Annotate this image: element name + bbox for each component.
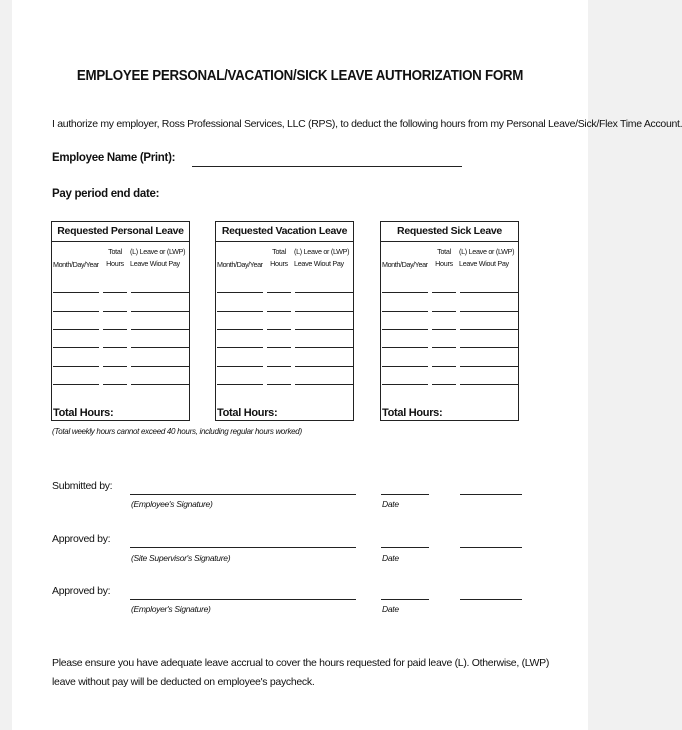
personal-leave-table bbox=[51, 221, 190, 421]
column-date-header: Month/Day/Year bbox=[217, 260, 263, 269]
total-hours-label: Total Hours: bbox=[217, 407, 278, 419]
submitted-by-label: Submitted by: bbox=[52, 480, 113, 492]
hours-entry-line[interactable] bbox=[267, 329, 291, 330]
date-entry-line[interactable] bbox=[53, 347, 99, 348]
date-caption: Date bbox=[382, 604, 399, 614]
date-caption: Date bbox=[382, 553, 399, 563]
form-page bbox=[12, 0, 682, 730]
hours-entry-line[interactable] bbox=[267, 292, 291, 293]
employee-name-label: Employee Name (Print): bbox=[52, 152, 176, 164]
type-entry-line[interactable] bbox=[460, 366, 518, 367]
date-entry-line[interactable] bbox=[53, 366, 99, 367]
type-entry-line[interactable] bbox=[295, 347, 353, 348]
column-leave-type-header: (L) Leave or (LWP) Leave Wiout Pay bbox=[459, 247, 515, 268]
type-entry-line[interactable] bbox=[460, 347, 518, 348]
hours-entry-line[interactable] bbox=[267, 384, 291, 385]
submitted-date-line[interactable] bbox=[381, 494, 429, 495]
employer-extra-line[interactable] bbox=[460, 599, 522, 600]
approved-by-label: Approved by: bbox=[52, 533, 111, 545]
type-entry-line[interactable] bbox=[460, 329, 518, 330]
type-entry-line[interactable] bbox=[131, 292, 189, 293]
date-entry-line[interactable] bbox=[53, 292, 99, 293]
vacation-leave-table bbox=[215, 221, 354, 421]
hours-entry-line[interactable] bbox=[103, 347, 127, 348]
date-entry-line[interactable] bbox=[382, 329, 428, 330]
type-entry-line[interactable] bbox=[131, 384, 189, 385]
date-entry-line[interactable] bbox=[382, 347, 428, 348]
employer-signature-caption: (Employer's Signature) bbox=[131, 604, 211, 614]
hours-entry-line[interactable] bbox=[103, 292, 127, 293]
weekly-hours-note: (Total weekly hours cannot exceed 40 hours, including regular hours worked) bbox=[52, 427, 302, 436]
hours-entry-line[interactable] bbox=[103, 384, 127, 385]
table-header: Requested Personal Leave bbox=[52, 222, 189, 242]
employee-signature-caption: (Employee's Signature) bbox=[131, 499, 213, 509]
total-hours-label: Total Hours: bbox=[53, 407, 114, 419]
date-entry-line[interactable] bbox=[382, 292, 428, 293]
date-entry-line[interactable] bbox=[217, 311, 263, 312]
hours-entry-line[interactable] bbox=[267, 311, 291, 312]
submitted-extra-line[interactable] bbox=[460, 494, 522, 495]
column-date-header: Month/Day/Year bbox=[382, 260, 428, 269]
supervisor-extra-line[interactable] bbox=[460, 547, 522, 548]
date-entry-line[interactable] bbox=[217, 384, 263, 385]
supervisor-date-line[interactable] bbox=[381, 547, 429, 548]
hours-entry-line[interactable] bbox=[103, 329, 127, 330]
date-entry-line[interactable] bbox=[382, 311, 428, 312]
employer-signature-line[interactable] bbox=[130, 599, 356, 600]
approved-by-label: Approved by: bbox=[52, 585, 111, 597]
type-entry-line[interactable] bbox=[295, 366, 353, 367]
employer-date-line[interactable] bbox=[381, 599, 429, 600]
column-hours-header: Total Hours bbox=[106, 247, 124, 268]
column-hours-header: Total Hours bbox=[435, 247, 453, 268]
date-entry-line[interactable] bbox=[217, 366, 263, 367]
date-entry-line[interactable] bbox=[217, 347, 263, 348]
type-entry-line[interactable] bbox=[295, 329, 353, 330]
date-entry-line[interactable] bbox=[53, 311, 99, 312]
date-entry-line[interactable] bbox=[217, 292, 263, 293]
column-leave-type-header: (L) Leave or (LWP) Leave Wiout Pay bbox=[130, 247, 186, 268]
date-caption: Date bbox=[382, 499, 399, 509]
type-entry-line[interactable] bbox=[131, 366, 189, 367]
date-entry-line[interactable] bbox=[53, 329, 99, 330]
type-entry-line[interactable] bbox=[131, 347, 189, 348]
date-entry-line[interactable] bbox=[382, 384, 428, 385]
hours-entry-line[interactable] bbox=[432, 384, 456, 385]
column-leave-type-header: (L) Leave or (LWP) Leave Wiout Pay bbox=[294, 247, 350, 268]
hours-entry-line[interactable] bbox=[267, 347, 291, 348]
authorization-statement: I authorize my employer, Ross Professional Services, LLC (RPS), to deduct the following hours from my Personal Leave/Sick/Flex Time Account. bbox=[52, 118, 682, 130]
type-entry-line[interactable] bbox=[131, 311, 189, 312]
leave-accrual-notice: Please ensure you have adequate leave accrual to cover the hours requested for paid leave (L). Otherwise, (LWP) leave without pay will be deducted on employee's paycheck. bbox=[52, 657, 550, 688]
hours-entry-line[interactable] bbox=[267, 366, 291, 367]
hours-entry-line[interactable] bbox=[432, 311, 456, 312]
employee-signature-line[interactable] bbox=[130, 494, 356, 495]
form-title: EMPLOYEE PERSONAL/VACATION/SICK LEAVE AUTHORIZATION FORM bbox=[76, 68, 524, 84]
type-entry-line[interactable] bbox=[460, 311, 518, 312]
type-entry-line[interactable] bbox=[295, 384, 353, 385]
type-entry-line[interactable] bbox=[295, 311, 353, 312]
date-entry-line[interactable] bbox=[53, 384, 99, 385]
hours-entry-line[interactable] bbox=[103, 311, 127, 312]
hours-entry-line[interactable] bbox=[432, 366, 456, 367]
date-entry-line[interactable] bbox=[217, 329, 263, 330]
supervisor-signature-caption: (Site Supervisor's Signature) bbox=[131, 553, 231, 563]
sick-leave-table bbox=[380, 221, 519, 421]
hours-entry-line[interactable] bbox=[432, 347, 456, 348]
type-entry-line[interactable] bbox=[131, 329, 189, 330]
type-entry-line[interactable] bbox=[460, 292, 518, 293]
hours-entry-line[interactable] bbox=[432, 292, 456, 293]
table-header: Requested Vacation Leave bbox=[216, 222, 353, 242]
hours-entry-line[interactable] bbox=[103, 366, 127, 367]
supervisor-signature-line[interactable] bbox=[130, 547, 356, 548]
column-date-header: Month/Day/Year bbox=[53, 260, 99, 269]
hours-entry-line[interactable] bbox=[432, 329, 456, 330]
type-entry-line[interactable] bbox=[295, 292, 353, 293]
type-entry-line[interactable] bbox=[460, 384, 518, 385]
employee-name-field[interactable] bbox=[192, 166, 462, 167]
pay-period-label: Pay period end date: bbox=[52, 188, 160, 200]
column-hours-header: Total Hours bbox=[270, 247, 288, 268]
total-hours-label: Total Hours: bbox=[382, 407, 443, 419]
table-header: Requested Sick Leave bbox=[381, 222, 518, 242]
date-entry-line[interactable] bbox=[382, 366, 428, 367]
